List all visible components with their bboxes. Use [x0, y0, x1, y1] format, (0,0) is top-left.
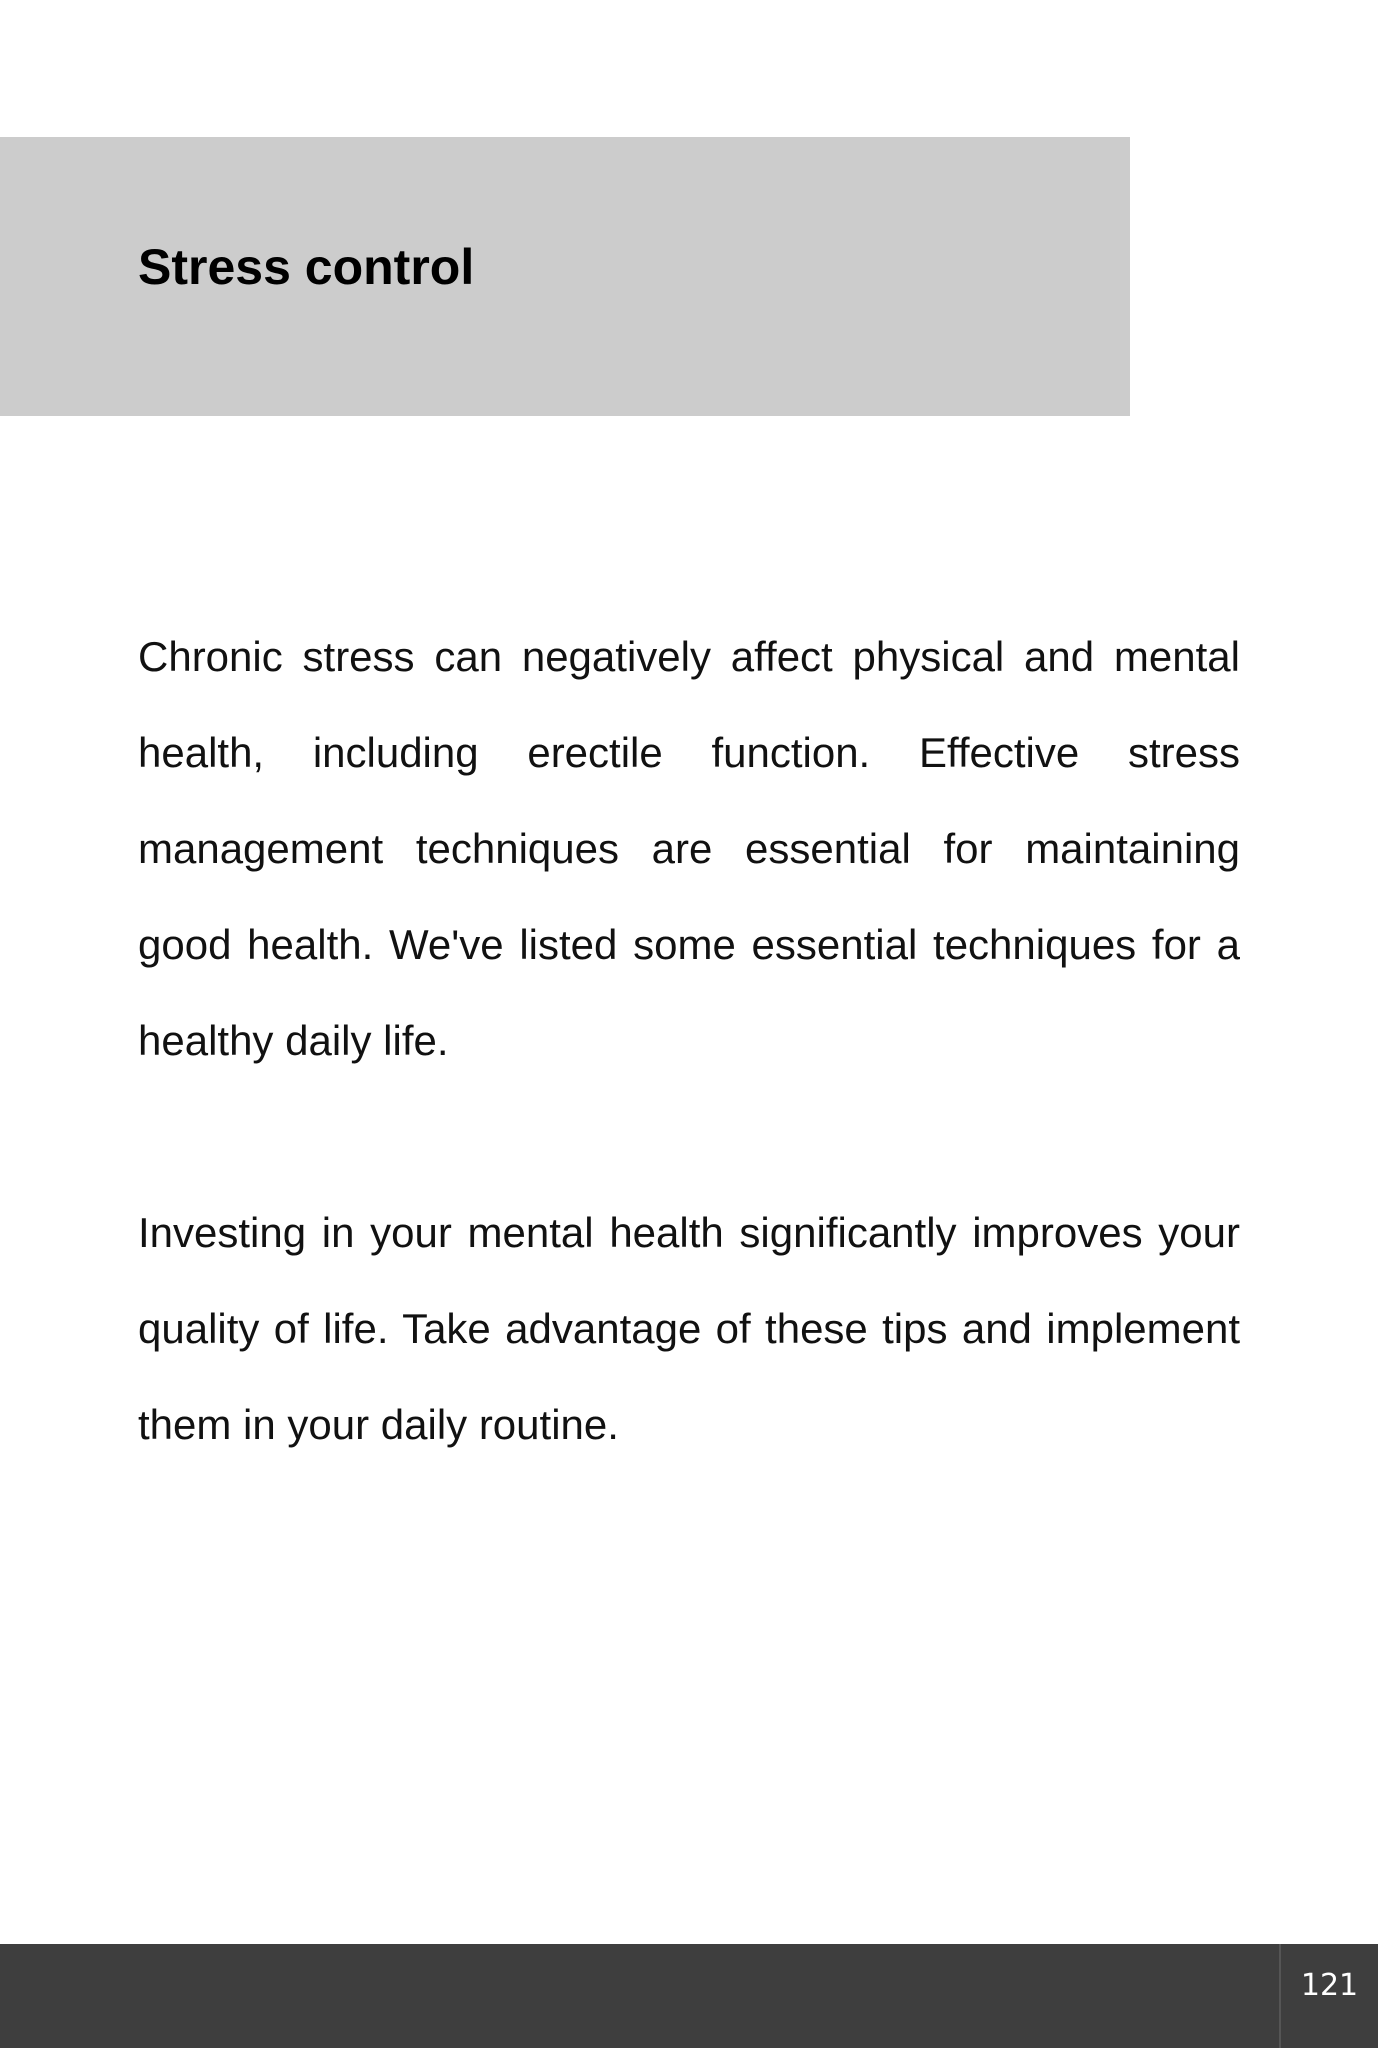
page-number: 121	[1279, 1944, 1378, 2048]
footer-bar	[0, 1944, 1378, 2048]
body-paragraph-2: Investing in your mental health significantly improves your quality of life. Take advantage of these tips and implement them in your daily routine.	[138, 1209, 1240, 1448]
body-paragraph-1: Chronic stress can negatively affect physical and mental health, including erectile function. Effective stress management techniques are essential for maintaining good health. We've listed some essential techniques for a healthy daily life.	[138, 633, 1240, 1064]
page-title: Stress control	[138, 239, 475, 295]
